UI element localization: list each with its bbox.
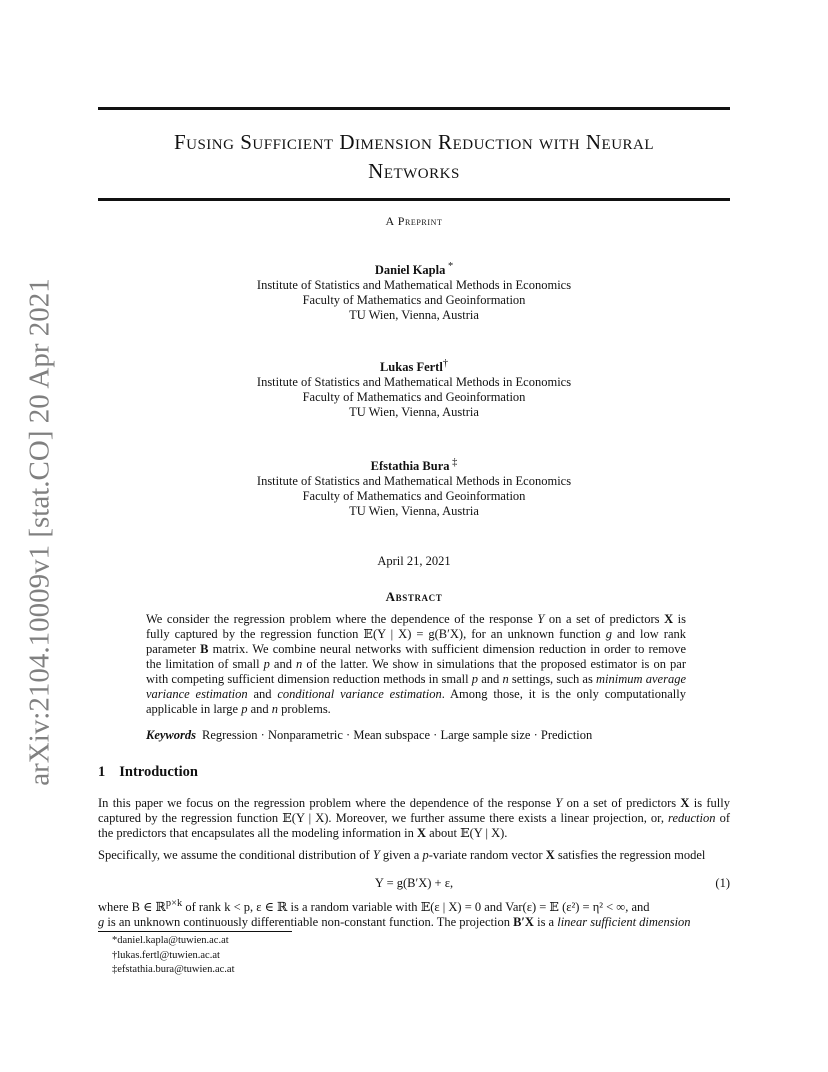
equation-number: (1) — [715, 876, 730, 890]
equation-body: Y = g(B′X) + ε, — [374, 876, 454, 890]
footnote: *daniel.kapla@tuwien.ac.at — [112, 935, 229, 946]
abstract-text: We consider the regression problem where the dependence of the response Y on a set of predictors X is fully captured by the regression function 𝔼(Y | X) = g(B′X), for an unknown function g and low rank parameter B matrix. We combine neural networks with sufficient dimension reduction in order to remove the limitation of small p and n of the latter. We show in simulations that the proposed estimator is on par with competing sufficient dimension reduction methods in small p and n settings, such as minimum average variance estimation and conditional variance estimation. Among those, it is the only computationally applicable in large p and n problems. — [146, 612, 686, 716]
author-affiliation: Institute of Statistics and Mathematical Methods in Economics — [256, 278, 572, 293]
footnote: ‡efstathia.bura@tuwien.ac.at — [112, 964, 235, 975]
title-top-rule — [98, 107, 730, 110]
title-line-2: Networks — [368, 159, 460, 183]
section-number: 1 — [98, 764, 106, 780]
author-name: Efstathia Bura — [370, 459, 450, 474]
title-line-1: Fusing Sufficient Dimension Reduction with Neural — [173, 130, 655, 154]
keywords-list: Regression · Nonparametric · Mean subspace · Large sample size · Prediction — [202, 728, 593, 742]
author-affiliation: Faculty of Mathematics and Geoinformation — [302, 390, 526, 405]
author-affiliation: TU Wien, Vienna, Austria — [349, 308, 479, 323]
author-affiliation: TU Wien, Vienna, Austria — [349, 504, 479, 519]
intro-paragraph-2: Specifically, we assume the conditional distribution of Y given a p-variate random vector X satisfies the regression model — [98, 848, 706, 862]
footnote: †lukas.fertl@tuwien.ac.at — [112, 949, 220, 961]
preprint-label: A Preprint — [385, 214, 443, 228]
intro-paragraph-3: where B ∈ ℝ$^{p\times k}$ of rank k < p, ε ∈ ℝ is a random variable with 𝔼(ε | X) = 0 and Var(ε) = 𝔼 (ε²) = η² < ∞, and g is an unknown continuously differentiable non-constant function. The projection B′X is a linear sufficient dimension — [98, 898, 691, 930]
footnote-rule — [98, 931, 292, 932]
section-title: Introduction — [119, 764, 198, 780]
author-block-3 — [0, 455, 828, 519]
author-affiliation: Institute of Statistics and Mathematical Methods in Economics — [256, 375, 572, 390]
author-block-1 — [0, 259, 828, 323]
author-affiliation: TU Wien, Vienna, Austria — [349, 405, 479, 420]
author-name: Daniel Kapla — [374, 263, 446, 278]
abstract-heading: Abstract — [385, 589, 443, 604]
footnotes — [112, 934, 235, 978]
author-mark: † — [442, 358, 449, 369]
title-bottom-rule — [98, 198, 730, 201]
author-affiliation: Faculty of Mathematics and Geoinformation — [302, 293, 526, 308]
keywords-label: Keywords — [146, 728, 196, 742]
author-mark: * — [445, 261, 454, 272]
arxiv-stamp: arXiv:2104.10009v1 [stat.CO] 20 Apr 2021 — [23, 278, 56, 786]
author-name: Lukas Fertl — [379, 360, 443, 375]
section-heading — [98, 764, 198, 781]
author-affiliation: Institute of Statistics and Mathematical Methods in Economics — [256, 474, 572, 489]
author-block-2 — [0, 356, 828, 420]
paper-title — [98, 128, 730, 186]
paper-date: April 21, 2021 — [377, 554, 451, 568]
keywords — [146, 728, 592, 743]
intro-paragraph-1: In this paper we focus on the regression problem where the dependence of the response Y on a set of predictors X is fully captured by the regression function 𝔼(Y | X). Moreover, we further assume there exists a linear projection, or, reduction of the predictors that encapsulates all the modeling information in X about 𝔼(Y | X). — [98, 796, 730, 840]
author-affiliation: Faculty of Mathematics and Geoinformation — [302, 489, 526, 504]
author-mark: ‡ — [449, 457, 458, 468]
